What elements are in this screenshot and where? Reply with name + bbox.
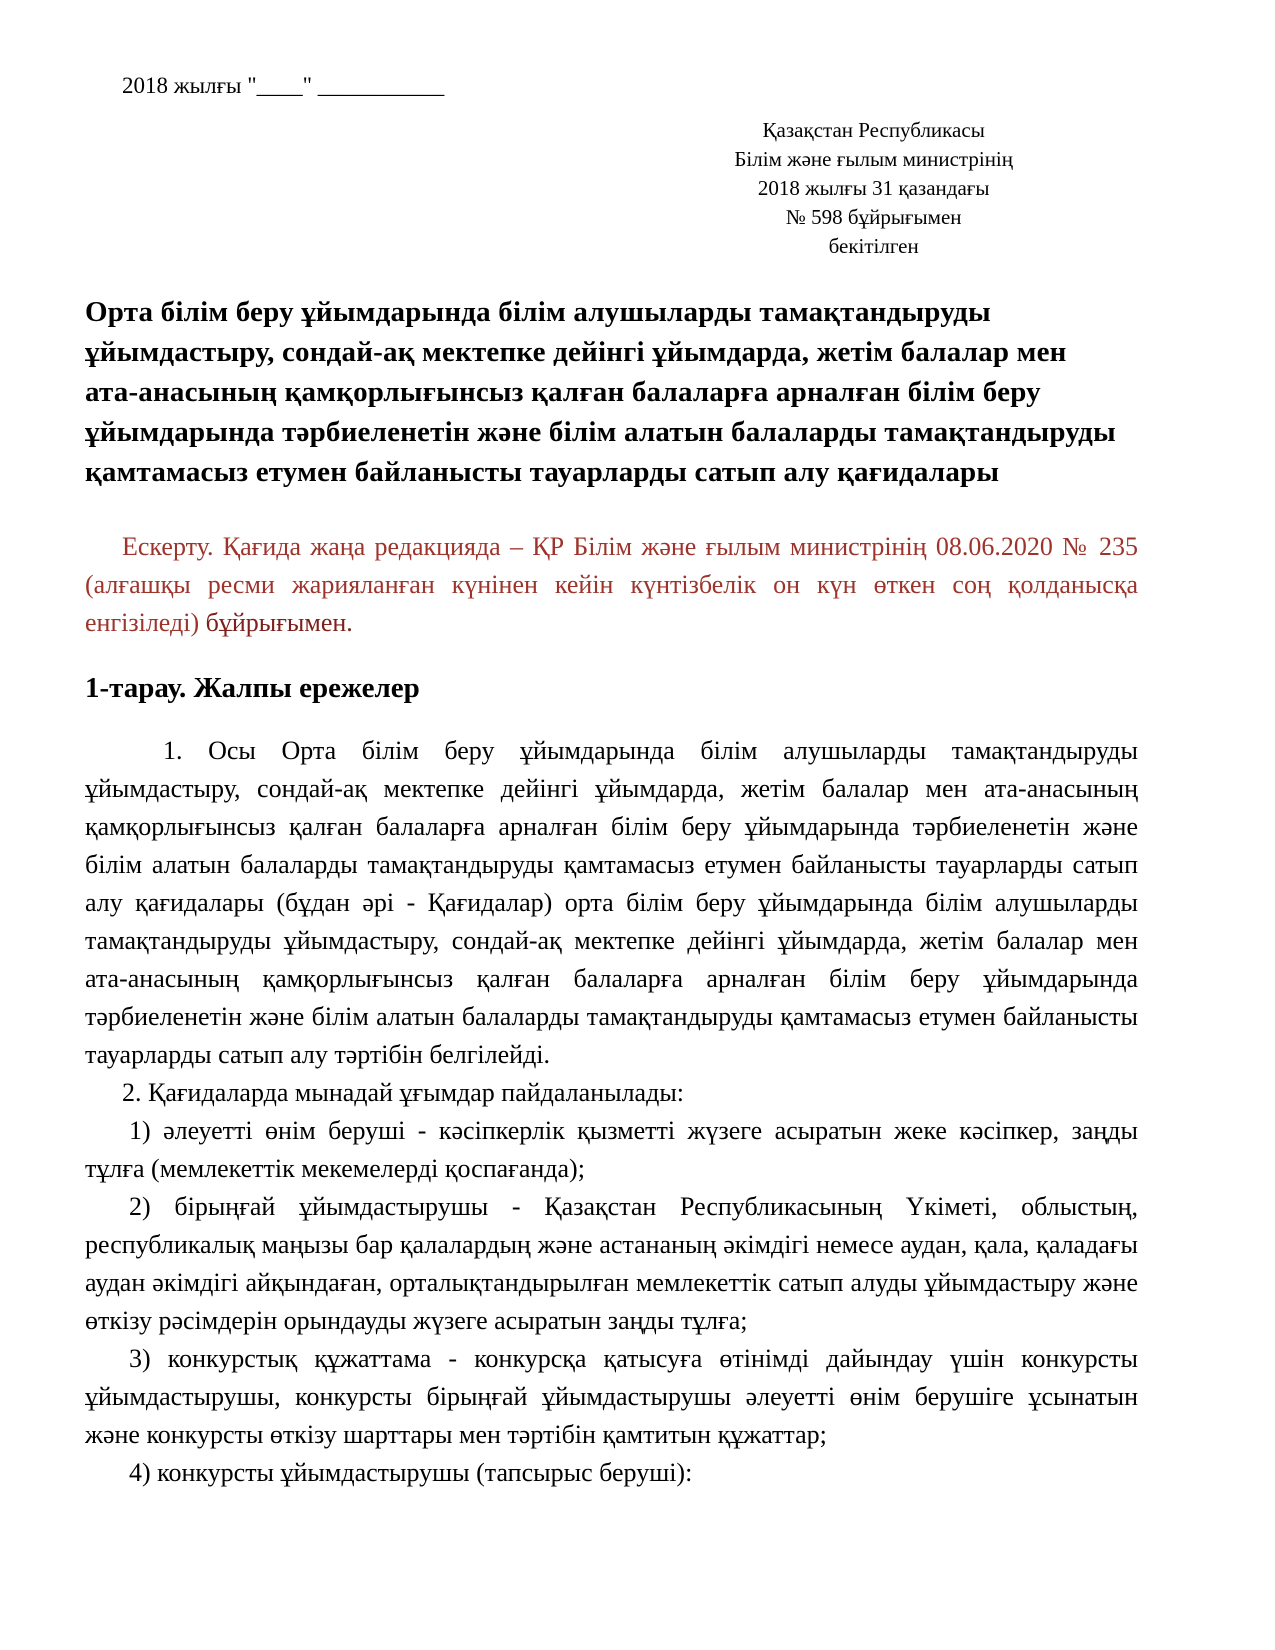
amendment-note bbox=[85, 528, 1138, 642]
title-line: ұйымдарында тәрбиеленетін және білім алатын балаларды тамақтандыруды bbox=[85, 416, 1116, 448]
paragraph-2-intro: 2. Қағидаларда мынадай ұғымдар пайдаланылады: bbox=[122, 1078, 685, 1107]
approval-block bbox=[734, 116, 1013, 261]
approval-line: 2018 жылғы 31 қазандағы bbox=[757, 176, 990, 200]
definition-item-3: 3) конкурстық құжаттама - конкурсқа қатысуға өтінімді дайындау үшін конкурсты ұйымдастырушы, конкурсты бірыңғай ұйымдастырушы әлеуетті өнім берушіге ұсынатын және конкурсты өткізу шарттары мен тәртібін қамтитын құжаттар; bbox=[85, 1344, 1138, 1449]
document-body bbox=[85, 732, 1138, 1492]
definition-item-4: 4) конкурсты ұйымдастырушы (тапсырыс беруші): bbox=[129, 1458, 693, 1487]
definition-item-1: 1) әлеуетті өнім беруші - кәсіпкерлік қызметті жүзеге асыратын жеке кәсіпкер, заңды тұлға (мемлекеттік мекемелерді қоспағанда); bbox=[85, 1116, 1138, 1183]
title-line: қамтамасыз етумен байланысты тауарларды сатып алу қағидалары bbox=[85, 456, 1000, 488]
title-line: Орта білім беру ұйымдарында білім алушыларды тамақтандыруды bbox=[85, 296, 991, 328]
approval-line: Қазақстан Республикасы bbox=[762, 118, 985, 142]
date-line: 2018 жылғы "____" ___________ bbox=[122, 73, 445, 98]
title-line: ата-анасының қамқорлығынсыз қалған балаларға арналған білім беру bbox=[85, 376, 1041, 408]
document-title bbox=[85, 292, 1138, 492]
approval-line: Білім және ғылым министрінің bbox=[734, 147, 1013, 171]
chapter-heading: 1-тарау. Жалпы ережелер bbox=[85, 672, 420, 704]
title-line: ұйымдастыру, сондай-ақ мектепке дейінгі ұйымдарда, жетім балалар мен bbox=[85, 336, 1067, 368]
approval-line: № 598 бұйрығымен bbox=[785, 205, 962, 229]
approval-line: бекітілген bbox=[828, 234, 919, 258]
amendment-note-suffix: бұйрығымен. bbox=[199, 608, 353, 637]
paragraph-1: 1. Осы Орта білім беру ұйымдарында білім алушыларды тамақтандыруды ұйымдастыру, сондай-ақ мектепке дейінгі ұйымдарда, жетім балалар мен ата-анасының қамқорлығынсыз қалған балаларға арналған білім беру ұйымдарында тәрбиеленетін және білім алатын балаларды тамақтандыруды қамтамасыз етумен байланысты тауарларды сатып алу қағидалары (бұдан әрі - Қағидалар) орта білім беру ұйымдарында білім алушыларды тамақтандыруды ұйымдастыру, сондай-ақ мектепке дейінгі ұйымдарда, жетім балалар мен ата-анасының қамқорлығынсыз қалған балаларға арналған білім беру ұйымдарында тәрбиеленетін және білім алатын балаларды тамақтандыруды қамтамасыз етумен байланысты тауарларды сатып алу тәртібін белгілейді. bbox=[85, 736, 1138, 1069]
definition-item-2: 2) бірыңғай ұйымдастырушы - Қазақстан Республикасының Үкіметі, облыстың, республикалық маңызы бар қалалардың және астананың әкімдігі немесе аудан, қала, қаладағы аудан әкімдігі айқындаған, орталықтандырылған мемлекеттік сатып алуды ұйымдастыру және өткізу рәсімдерін орындауды жүзеге асыратын заңды тұлға; bbox=[85, 1192, 1138, 1335]
amendment-note-text: Ескерту. Қағида жаңа редакцияда – ҚР Білім және ғылым министрінің 08.06.2020 № 235 (алғашқы ресми жарияланған күнінен кейін күнтізбелік он күн өткен соң қолданысқа енгізіледі) bbox=[85, 532, 1138, 637]
